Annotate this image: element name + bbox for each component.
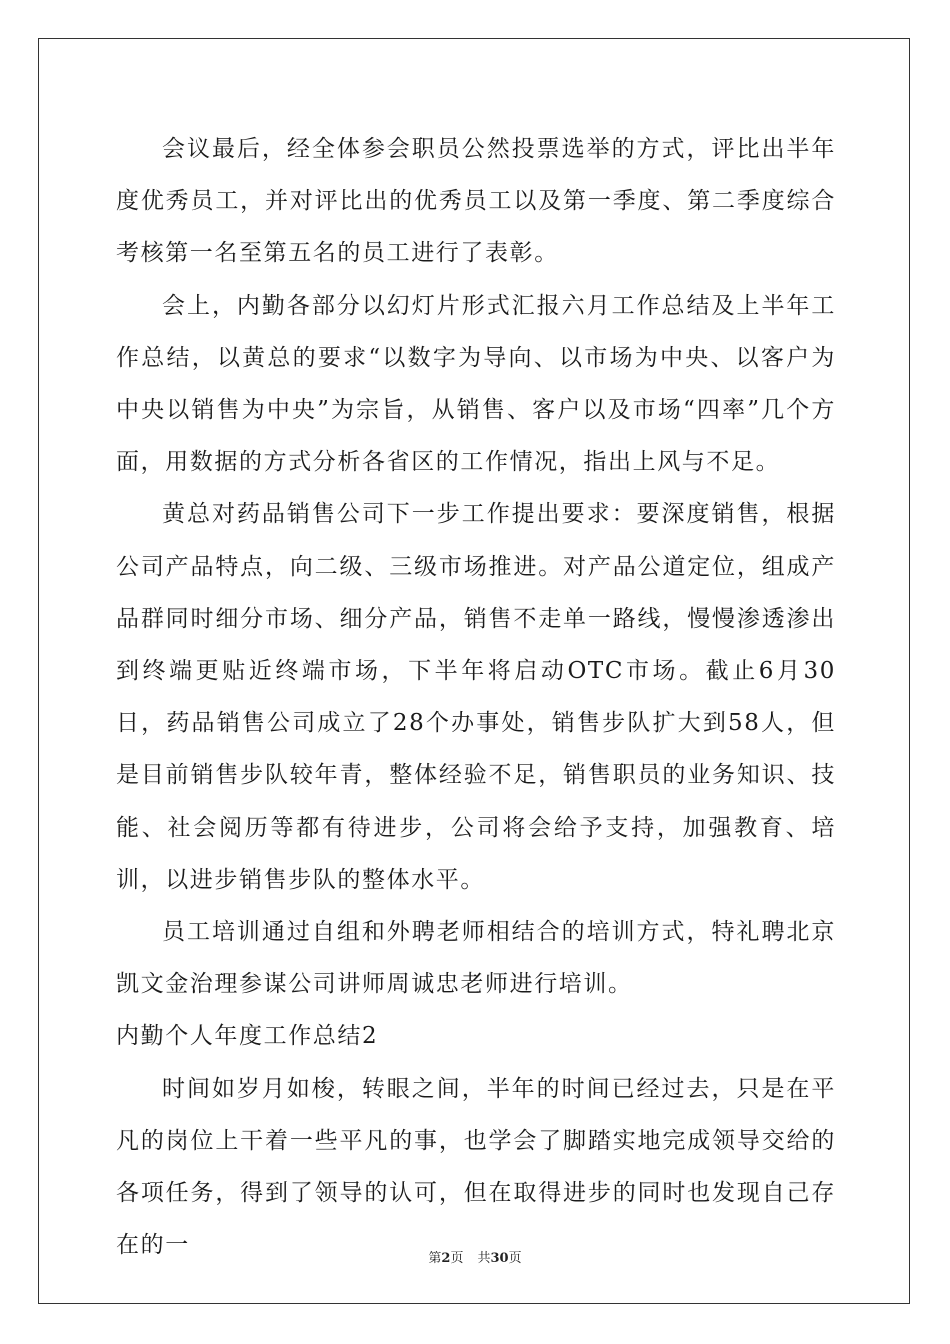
document-body [116,123,836,1271]
section-heading: 内勤个人年度工作总结2 [116,1023,379,1050]
page-prefix: 第 [428,1251,442,1266]
paragraph-staff-training: 员工培训通过自组和外聘老师相结合的培训方式，特礼聘北京凯文金治理参谋公司讲师周诚忠老师进行培训。 [116,919,836,998]
paragraph-sales-requirements: 黄总对药品销售公司下一步工作提出要求：要深度销售，根据公司产品特点，向二级、三级市场推进。对产品公道定位，组成产品群同时细分市场、细分产品，销售不走单一路线，慢慢渗透渗出到终端更贴近终端市场，下半年将启动OTC市场。截止6月30日，药品销售公司成立了28个办事处，销售步队扩大到58人，但是目前销售步队较年青，整体经验不足，销售职员的业务知识、技能、社会阅历等都有待进步，公司将会给予支持，加强教育、培训，以进步销售步队的整体水平。 [116,501,836,893]
total-pages: 30 [490,1251,509,1266]
total-prefix: 共 [477,1251,491,1266]
paragraph-summary-intro: 时间如岁月如梭，转眼之间，半年的时间已经过去，只是在平凡的岗位上干着一些平凡的事，也学会了脚踏实地完成领导交给的各项任务，得到了领导的认可，但在取得进步的同时也发现自己存在的一 [116,1075,836,1259]
paragraph-meeting-report: 会上，内勤各部分以幻灯片形式汇报六月工作总结及上半年工作总结，以黄总的要求“以数字为导向、以市场为中央、以客户为中央以销售为中央”为宗旨，从销售、客户以及市场“四率”几个方面，用数据的方式分析各省区的工作情况，指出上风与不足。 [116,292,836,476]
total-suffix: 页 [508,1251,522,1266]
page-suffix: 页 [450,1251,464,1266]
page-footer [0,1247,950,1266]
paragraph-meeting-conclusion: 会议最后，经全体参会职员公然投票选举的方式，评比出半年度优秀员工，并对评比出的优秀员工以及第一季度、第二季度综合考核第一名至第五名的员工进行了表彰。 [116,136,836,267]
page-number: 2 [441,1251,451,1266]
